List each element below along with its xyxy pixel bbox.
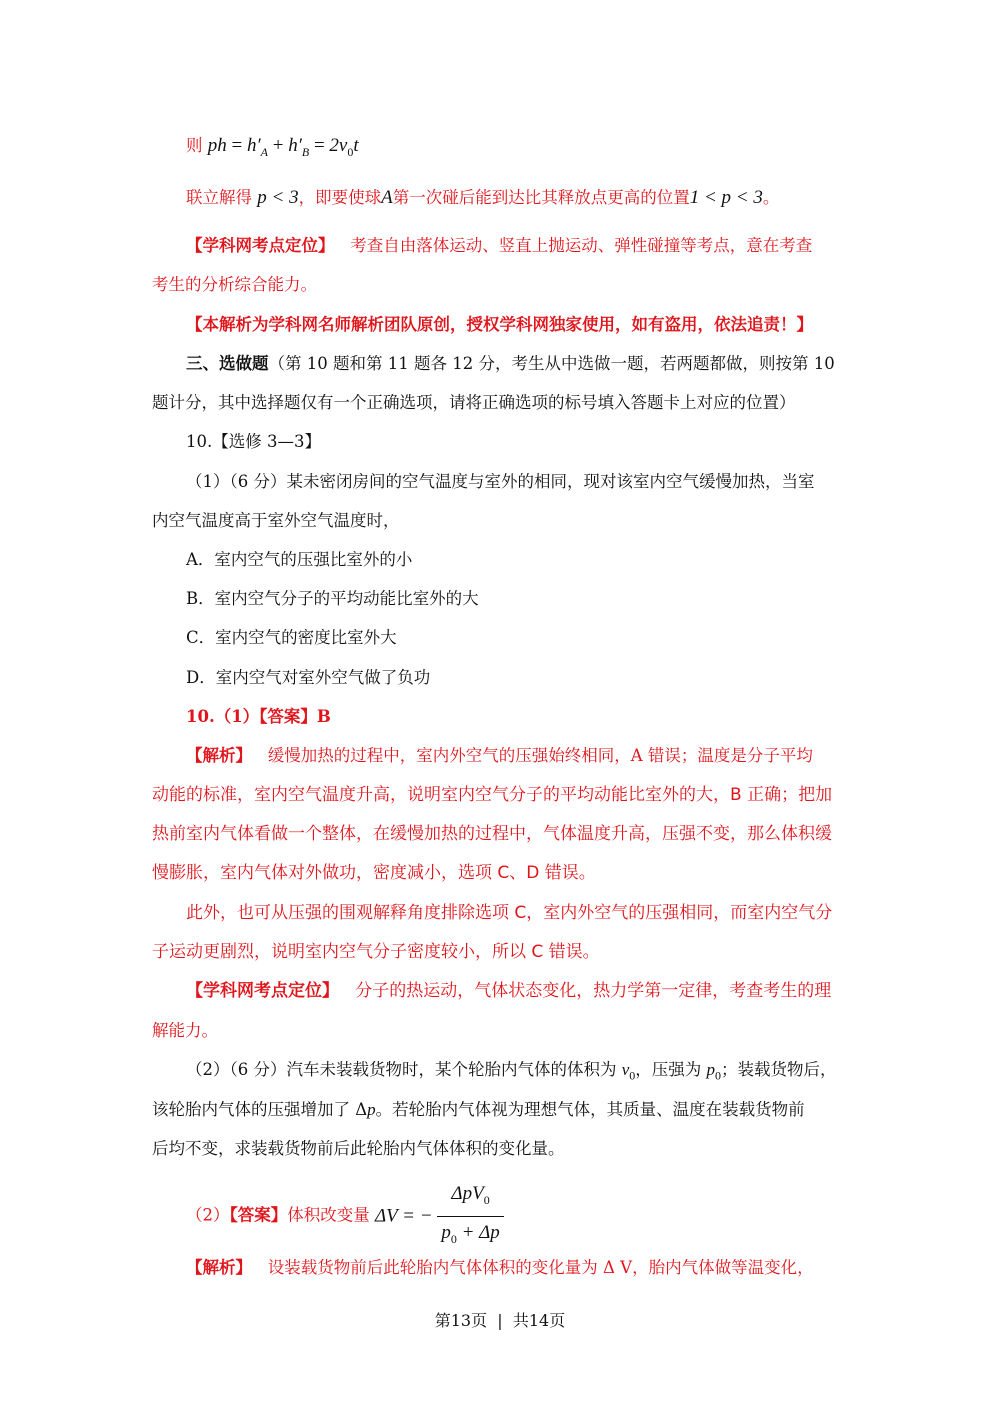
page-number: 第13页 xyxy=(434,1311,488,1330)
option-c: C．室内空气的密度比室外大 xyxy=(186,628,397,647)
explanation-line-5: 此外，也可从压强的围观解释角度排除选项 C，室内外空气的压强相同，而室内空气分 xyxy=(186,903,833,923)
last-explanation-line: 【解析】 设装载货物前后此轮胎内气体体积的变化量为 Δ V，胎内气体做等温变化， xyxy=(186,1258,814,1277)
page-footer xyxy=(0,1308,1000,1331)
answer-tag: 【答案】 xyxy=(229,1205,288,1225)
page-total: 共14页 xyxy=(512,1311,566,1330)
explanation-line-6: 子运动更剧烈，说明室内空气分子密度较小，所以 C 错误。 xyxy=(152,942,600,962)
knowledge-point-1: 【学科网考点定位】 考查自由落体运动、竖直上抛运动、弹性碰撞等考点，意在考查 xyxy=(186,236,813,255)
section-three-header: 三、选做题（第 10 题和第 11 题各 12 分，考生从中选做一题，若两题都做，则按第 10 xyxy=(186,354,835,373)
knowledge-point-1-cont: 考生的分析综合能力。 xyxy=(152,275,317,294)
question-10-2-line-3: 后均不变，求装载货物前后此轮胎内气体体积的变化量。 xyxy=(152,1139,565,1158)
question-10-1-stem: （1）（6 分）某未密闭房间的空气温度与室外的相同，现对该室内空气缓慢加热，当室 xyxy=(186,472,815,491)
option-a: A．室内空气的压强比室外的小 xyxy=(186,550,413,569)
solution-line: 联立解得 p < 3，即要使球A第一次碰后能到达比其释放点更高的位置1 < p < 3。 xyxy=(186,187,780,208)
volume-change-formula: ΔV = − $\frac{\Delta pV_0}{p_0 + \Delta p}$ xyxy=(375,1205,504,1226)
option-b: B．室内空气分子的平均动能比室外的大 xyxy=(186,589,479,608)
explanation-tag: 【解析】 xyxy=(186,746,252,765)
knowledge-point-2: 【学科网考点定位】 分子的热运动，气体状态变化，热力学第一定律，考查考生的理 xyxy=(186,981,832,1001)
option-d: D．室内空气对室外空气做了负功 xyxy=(186,668,431,687)
knowledge-point-tag: 【学科网考点定位】 xyxy=(186,236,335,255)
explanation-line-4: 慢膨胀，室内气体对外做功，密度减小，选项 C、D 错误。 xyxy=(152,863,596,883)
knowledge-point-2-cont: 解能力。 xyxy=(152,1021,218,1040)
explanation-line-1: 【解析】 缓慢加热的过程中，室内外空气的压强始终相同，A 错误；温度是分子平均 xyxy=(186,746,813,765)
last-explanation-tag: 【解析】 xyxy=(186,1258,252,1277)
eq-prefix: 则 xyxy=(186,136,203,155)
section-three-note: 题计分，其中选择题仅有一个正确选项，请将正确选项的标号填入答题卡上对应的位置） xyxy=(152,393,796,412)
footer-separator: | xyxy=(497,1311,503,1330)
answer-10-2: （2）【答案】体积改变量 ΔV = − $\frac{\Delta pV_0}{p_0 + \Delta p}$ xyxy=(186,1180,504,1253)
question-10-2-line-2: 该轮胎内气体的压强增加了 Δp。若轮胎内气体视为理想气体，其质量、温度在装载货物前 xyxy=(152,1100,805,1119)
question-10-2-line-1: （2）（6 分）汽车未装载货物时，某个轮胎内气体的体积为 $v_0$，压强为 $p_0$；装载货物后， xyxy=(186,1060,837,1083)
condition-p-lt-3: p < 3 xyxy=(257,187,299,208)
question-10-1-stem-cont: 内空气温度高于室外空气温度时， xyxy=(152,511,400,530)
question-10-title: 10.【选修 3—3】 xyxy=(186,432,321,451)
ball-a-label: A xyxy=(381,187,393,208)
copyright-notice: 【本解析为学科网名师解析团队原创，授权学科网独家使用，如有盗用，依法追责！】 xyxy=(186,315,813,334)
equation-line-1 xyxy=(186,134,359,164)
knowledge-point-2-tag: 【学科网考点定位】 xyxy=(186,981,339,1001)
equation-ph: ph = $h'_A + h'_B = 2v_0t$ xyxy=(207,135,359,159)
explanation-line-3: 热前室内气体看做一个整体，在缓慢加热的过程中，气体温度升高，压强不变，那么体积缓 xyxy=(152,824,832,844)
explanation-line-2: 动能的标准，室内空气温度升高，说明室内空气分子的平均动能比室外的大，B 正确；把加 xyxy=(152,785,833,805)
condition-range: 1 < p < 3 xyxy=(689,187,763,208)
answer-10-1: 10.（1）【答案】B xyxy=(186,707,331,726)
